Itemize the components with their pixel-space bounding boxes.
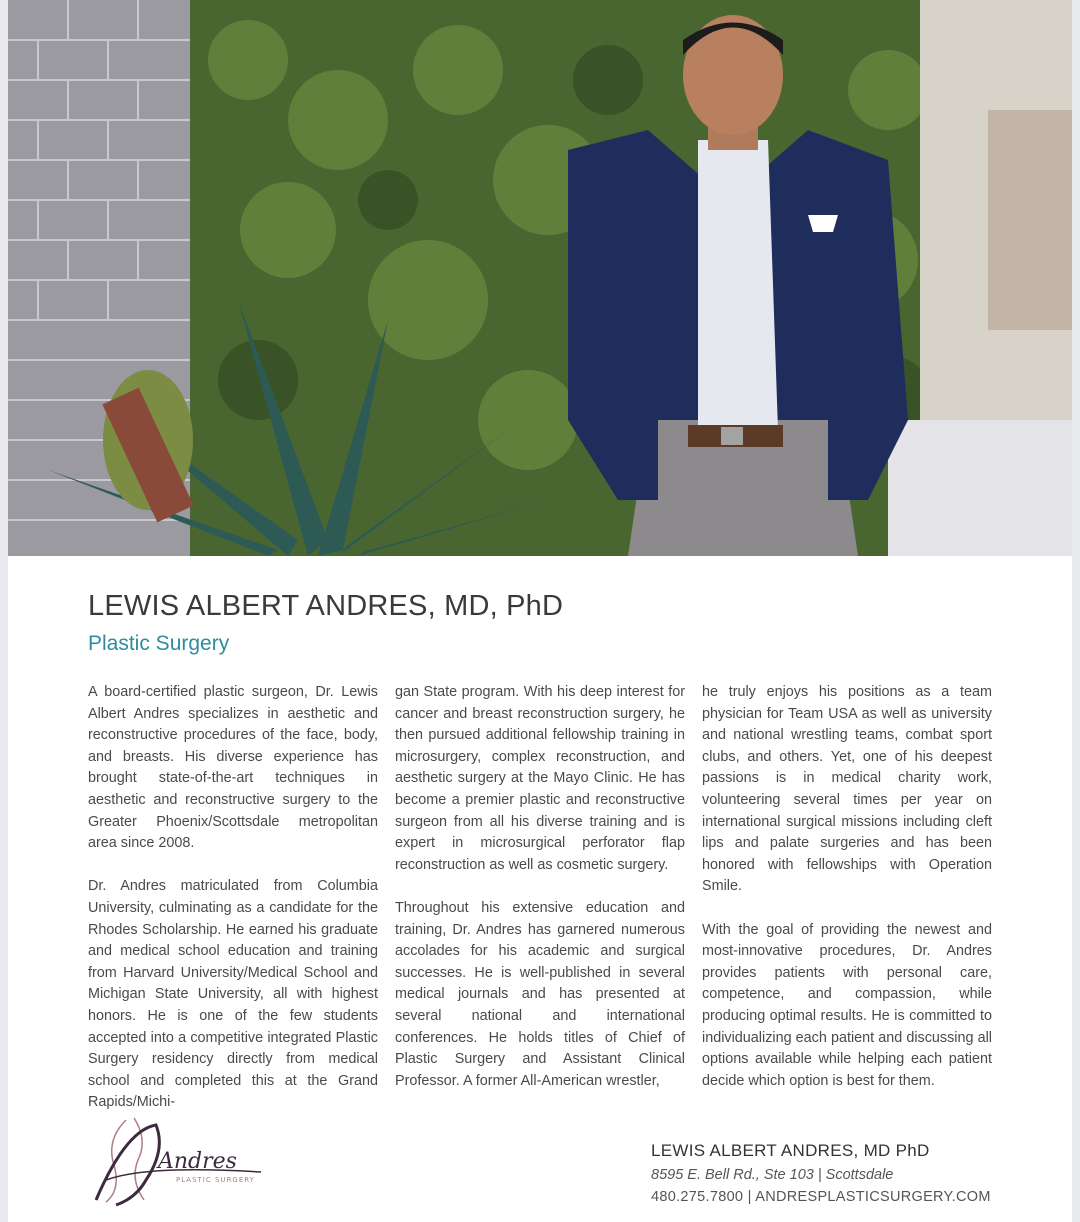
magazine-page: [8, 0, 1072, 1222]
paragraph: With the goal of providing the newest and most-innovative procedures, Dr. Andres provides patients with personal care, competence, and compassion, while producing optimal results. He is committed to individualizing each patient and discussing all options available while helping each patient decide which option is best for them.: [702, 921, 992, 1089]
paragraph: gan State program. With his deep interest for cancer and breast reconstruction surgery, he then pursued additional fellowship training in microsurgery, complex reconstruction, and aesthetic surgery at the Mayo Clinic. He has become a premier plastic and reconstructive surgeon from all his diverse training and is expert in microsurgical perforator flap reconstruction as well as cosmetic surgery.: [395, 684, 685, 873]
text-column-1: [88, 682, 378, 1135]
contact-phone-website: 480.275.7800 | ANDRESPLASTICSURGERY.COM: [651, 1189, 991, 1205]
contact-name: LEWIS ALBERT ANDRES, MD PhD: [651, 1141, 930, 1160]
logo-subtext: PLASTIC SURGERY: [176, 1176, 255, 1184]
contact-block: [651, 1141, 991, 1205]
text-column-2: [395, 682, 685, 1114]
paragraph: Throughout his extensive education and training, Dr. Andres has garnered numerous accolades for his academic and surgical successes. He is well-published in several medical journals and has presented at several national and international conferences. He holds titles of Chief of Plastic Surgery and Assistant Clinical Professor. A former All-American wrestler,: [395, 899, 685, 1089]
logo-mark-icon: [86, 1110, 266, 1210]
planter-box: [888, 420, 1072, 556]
andres-logo: [86, 1110, 266, 1210]
specialty-subheading: Plastic Surgery: [88, 632, 230, 655]
paragraph: Dr. Andres matriculated from Columbia University, culminating as a candidate for the Rhodes Scholarship. He earned his graduate and medical school education and training from Harvard University/Medical School and Michigan State University, all with highest honors. He is one of the few students accepted into a competitive integrated Plastic Surgery residency directly from medical school and completed this at the Grand Rapids/Michi-: [88, 878, 378, 1111]
contact-address: 8595 E. Bell Rd., Ste 103 | Scottsdale: [651, 1167, 894, 1183]
portrait-photo: [8, 0, 1072, 556]
portrait-illustration: [8, 0, 1072, 556]
logo-script-text: Andres: [158, 1149, 237, 1174]
text-column-3: [702, 682, 992, 1114]
paragraph: he truly enjoys his positions as a team physician for Team USA as well as university and national wrestling teams, combat sport clubs, and others. Yet, one of his deepest passions is in medical charity work, volunteering several times per year on international surgical missions including cleft lips and palate surgeries and has been honored with fellowships with Operation Smile.: [702, 684, 992, 895]
paragraph: A board-certified plastic surgeon, Dr. Lewis Albert Andres specializes in aesthetic and reconstructive procedures of the face, body, and breasts. His diverse experience has brought state-of-the-art techniques in aesthetic and reconstructive surgery to the Greater Phoenix/Scottsdale metropolitan area since 2008.: [88, 684, 378, 852]
doctor-name-heading: LEWIS ALBERT ANDRES, MD, PhD: [88, 590, 564, 622]
